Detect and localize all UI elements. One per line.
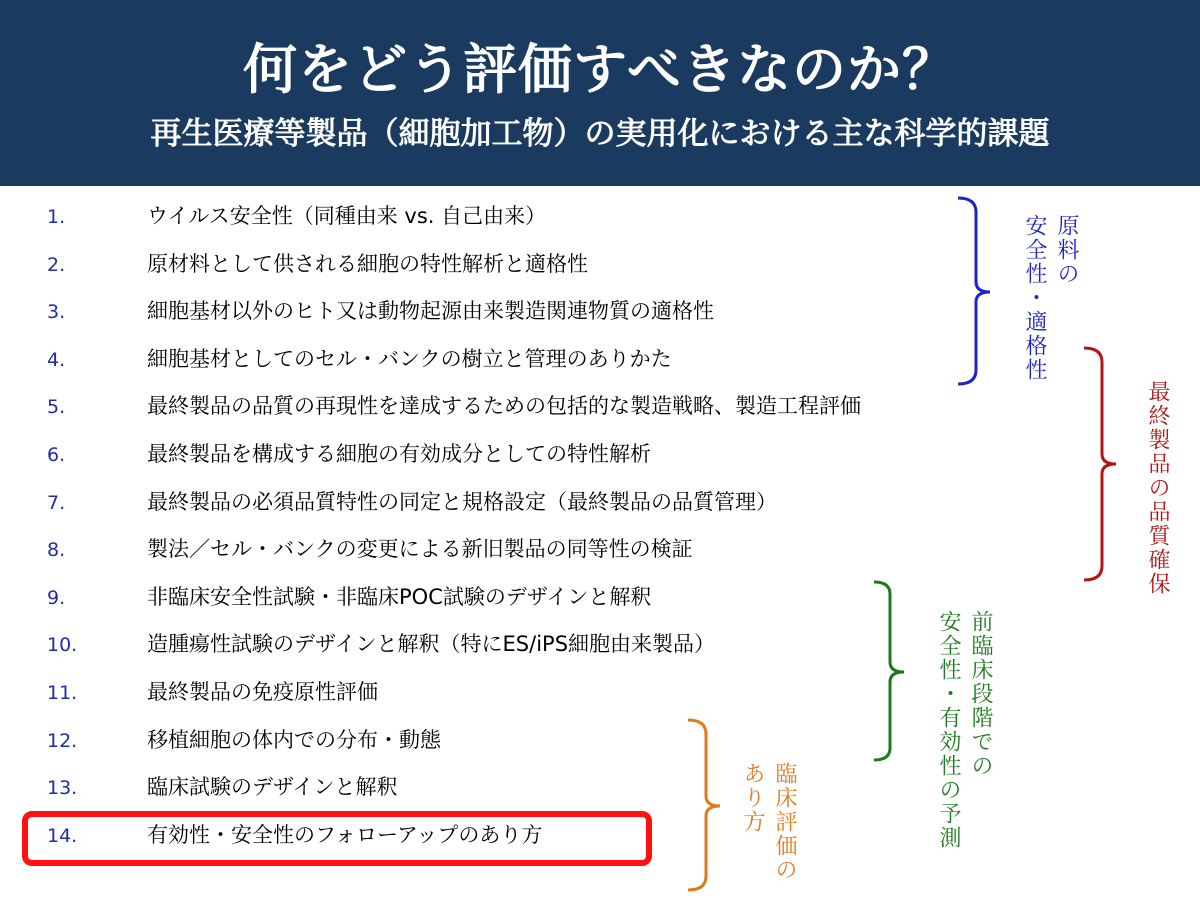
item-text: 細胞基材としてのセル・バンクの樹立と管理のありかた — [147, 346, 672, 371]
item-text: 有効性・安全性のフォローアップのあり方 — [147, 822, 543, 847]
item-text: 原材料として供される細胞の特性解析と適格性 — [147, 251, 588, 276]
item-text: 最終製品の品質の再現性を達成するための包括的な製造戦略、製造工程評価 — [147, 394, 861, 419]
item-number: 4. — [47, 348, 66, 371]
group-label-preclinical-line2: 安全性・有効性の予測 — [936, 610, 961, 850]
item-number: 11. — [47, 681, 78, 704]
item-number: 1. — [47, 206, 66, 228]
group-label-clinical-line1: 臨床評価の — [772, 762, 797, 882]
item-text: 臨床試験のデザインと解釈 — [147, 775, 398, 800]
page-title: 何をどう評価すべきなのか？ — [243, 38, 957, 101]
item-text: 移植細胞の体内での分布・動態 — [147, 727, 441, 752]
item-number: 2. — [47, 253, 66, 276]
item-number: 13. — [47, 777, 78, 800]
item-text: 製法／セル・バンクの変更による新旧製品の同等性の検証 — [147, 537, 693, 562]
item-number: 10. — [47, 634, 78, 657]
item-text: 造腫瘍性試験のデザインと解釈（特にES/iPS細胞由来製品） — [147, 632, 716, 657]
group-label-raw-material-line1: 原料の — [1054, 214, 1079, 286]
group-label-final-quality: 最終製品の品質確保 — [1145, 380, 1170, 596]
bracket-preclinical — [874, 582, 904, 760]
item-text: 最終製品の必須品質特性の同定と規格設定（最終製品の品質管理） — [147, 489, 777, 514]
page-subtitle: 再生医療等製品（細胞加工物）の実用化における主な科学的課題 — [150, 116, 1050, 152]
group-label-clinical-line2: あり方 — [740, 762, 765, 834]
item-number: 3. — [47, 301, 66, 324]
item-text: 最終製品を構成する細胞の有効成分としての特性解析 — [147, 441, 651, 466]
item-text: 最終製品の免疫原性評価 — [147, 679, 378, 704]
group-label-preclinical-line1: 前臨床段階での — [968, 610, 993, 778]
item-number: 6. — [47, 443, 66, 466]
item-text: ウイルス安全性（同種由来 vs. 自己由来） — [147, 204, 547, 228]
item-number: 12. — [47, 729, 78, 752]
bracket-raw-material — [958, 198, 990, 384]
item-number: 5. — [47, 396, 66, 419]
item-number: 8. — [47, 539, 66, 562]
item-number: 7. — [47, 491, 66, 514]
bracket-clinical — [688, 720, 720, 890]
item-text: 細胞基材以外のヒト又は動物起源由来製造関連物質の適格性 — [147, 299, 714, 324]
group-label-raw-material-line2: 安全性・適格性 — [1022, 214, 1047, 382]
item-number: 14. — [47, 824, 78, 847]
item-text: 非臨床安全性試験・非臨床POC試験のデザインと解釈 — [147, 584, 652, 609]
bracket-final-quality — [1084, 348, 1116, 580]
item-number: 9. — [47, 586, 66, 609]
